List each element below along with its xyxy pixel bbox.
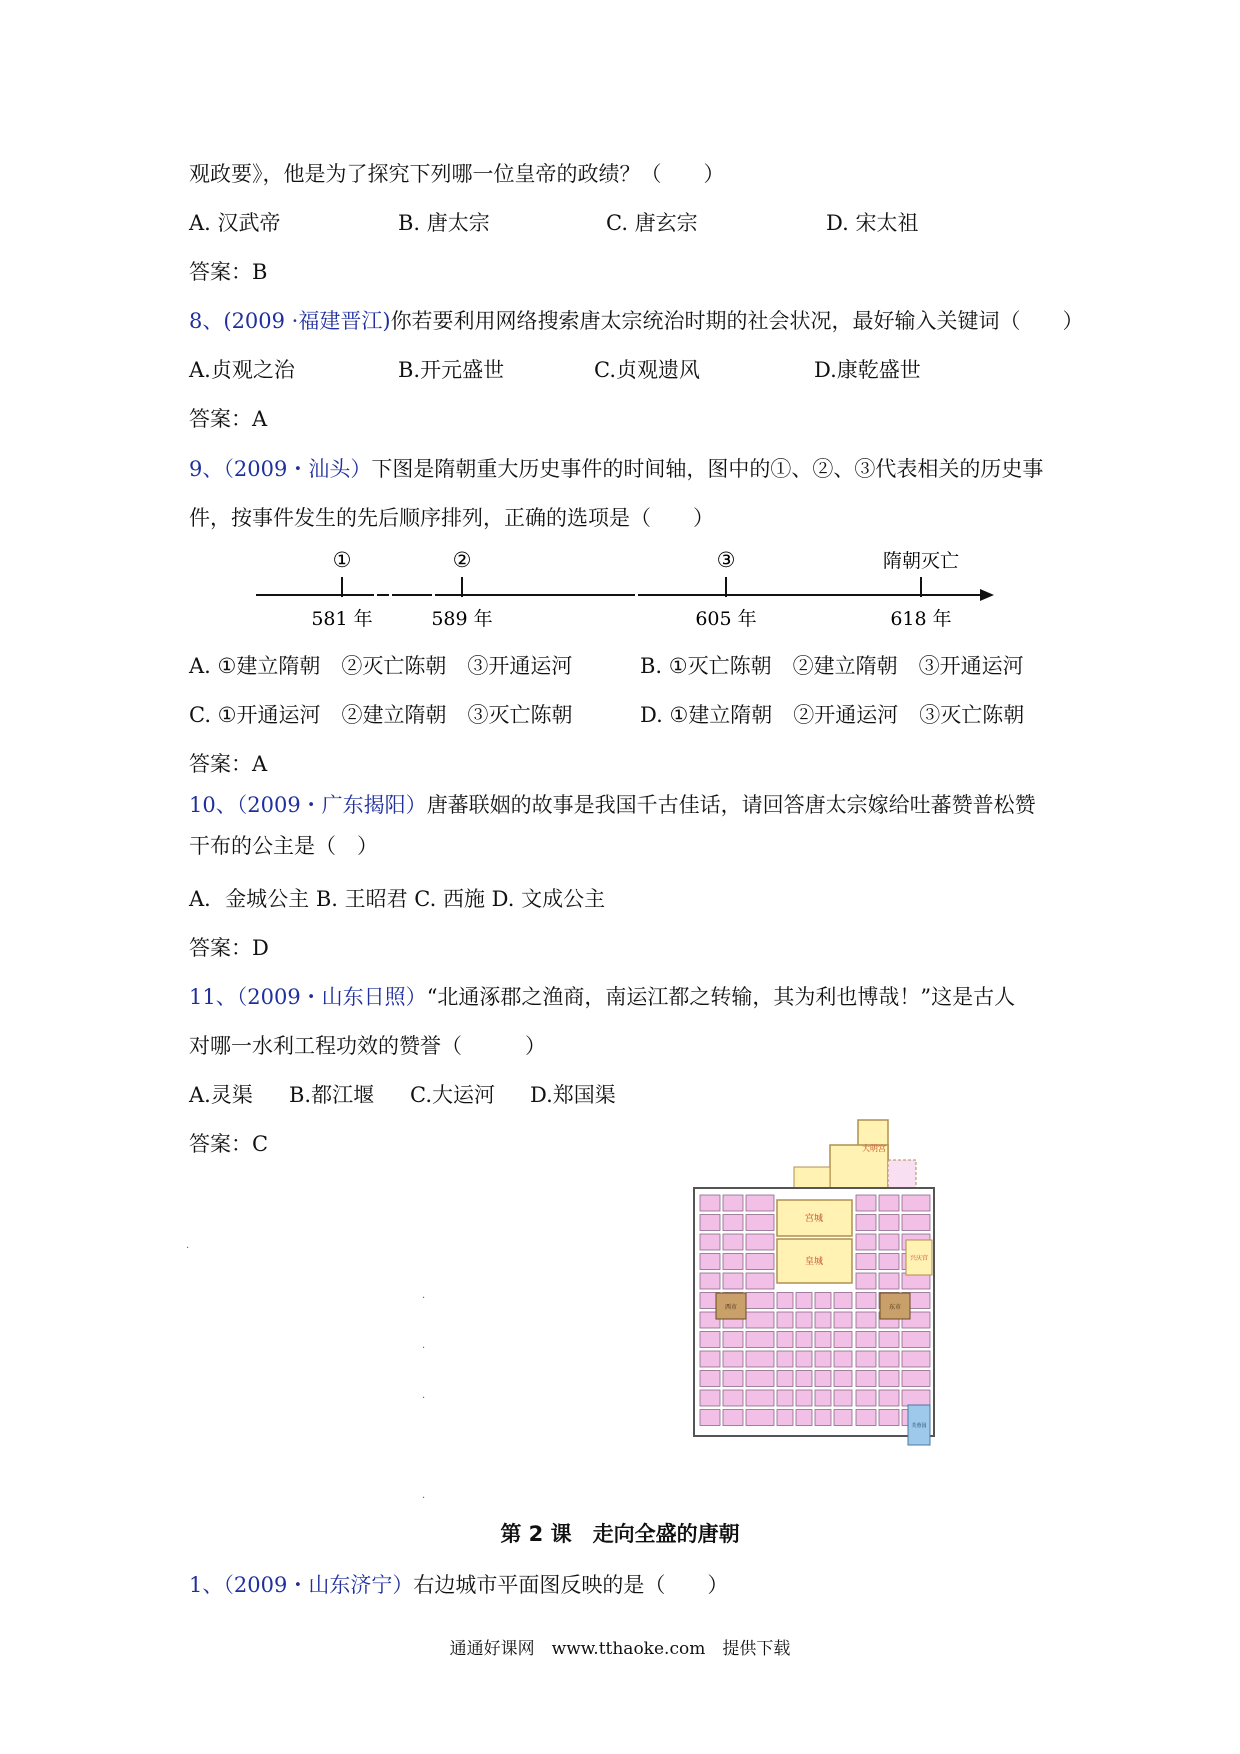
q8-option-c: C.贞观遗风 — [594, 358, 700, 382]
daming-palace-label: 大明宫 — [862, 1144, 886, 1153]
q11-text1: “北通涿郡之渔商，南运江都之转输，其为利也博哉！”这是古人 — [426, 985, 1016, 1009]
q11-option-d: D.郑国渠 — [530, 1083, 616, 1107]
city-ward — [746, 1293, 774, 1309]
city-ward — [796, 1332, 812, 1348]
q8-option-d: D.康乾盛世 — [814, 358, 921, 382]
city-ward — [777, 1351, 793, 1367]
city-ward — [700, 1332, 720, 1348]
city-ward — [746, 1312, 774, 1328]
q7-option-c: C. 唐玄宗 — [606, 211, 698, 235]
q7-stem-tail: 观政要》，他是为了探究下列哪一位皇帝的政绩？（ ） — [189, 162, 725, 186]
timeline-year-1: 581 年 — [311, 608, 373, 630]
city-ward — [834, 1293, 852, 1309]
q8-stem — [189, 307, 1084, 335]
city-ward — [815, 1293, 831, 1309]
city-ward — [902, 1371, 930, 1387]
page-footer: 通通好课网 www.tthaoke.com 提供下载 — [449, 1639, 791, 1659]
city-ward — [879, 1410, 899, 1426]
city-ward — [834, 1332, 852, 1348]
timeline-marker-2: ② — [452, 548, 472, 572]
q8-text: 你若要利用网络搜索唐太宗统治时期的社会状况，最好输入关键词（ ） — [390, 309, 1084, 333]
q11-answer: 答案：C — [189, 1132, 269, 1156]
q1-text: 右边城市平面图反映的是（ ） — [413, 1573, 729, 1597]
q8-option-a: A.贞观之治 — [189, 358, 295, 382]
q10-stem-line1 — [189, 791, 1036, 819]
city-ward — [700, 1195, 720, 1211]
city-ward — [700, 1390, 720, 1406]
city-ward — [700, 1234, 720, 1250]
city-ward — [856, 1254, 876, 1270]
west-market-label: 西市 — [724, 1304, 738, 1311]
city-ward — [796, 1351, 812, 1367]
timeline-marker-4: 隋朝灭亡 — [882, 550, 960, 572]
city-ward — [856, 1371, 876, 1387]
city-ward — [879, 1332, 899, 1348]
q11-option-c: C.大运河 — [410, 1083, 495, 1107]
city-ward — [777, 1371, 793, 1387]
city-ward — [834, 1351, 852, 1367]
stray-dot: . — [422, 1290, 426, 1301]
city-ward — [879, 1273, 899, 1289]
city-ward — [746, 1195, 774, 1211]
q9-option-c: C. ①开通运河 ②建立隋朝 ③灭亡陈朝 — [189, 703, 573, 727]
changan-city-map — [680, 1115, 970, 1475]
city-ward — [796, 1390, 812, 1406]
city-ward — [879, 1371, 899, 1387]
timeline-year-4: 618 年 — [890, 608, 952, 630]
city-ward — [834, 1410, 852, 1426]
city-ward — [777, 1390, 793, 1406]
q10-stem-line2: 干布的公主是（ ） — [189, 834, 378, 858]
city-ward — [815, 1371, 831, 1387]
city-ward — [777, 1293, 793, 1309]
city-ward — [902, 1390, 930, 1406]
city-ward — [723, 1410, 743, 1426]
timeline-year-3: 605 年 — [695, 608, 757, 630]
city-ward — [815, 1312, 831, 1328]
city-ward — [902, 1215, 930, 1231]
city-ward — [700, 1410, 720, 1426]
city-ward — [856, 1390, 876, 1406]
city-ward — [902, 1332, 930, 1348]
northeast-park — [888, 1160, 916, 1188]
city-ward — [746, 1351, 774, 1367]
q1-stem — [189, 1571, 728, 1599]
stray-dot: . — [422, 1340, 426, 1351]
q11-option-b: B.都江堰 — [289, 1083, 375, 1107]
city-ward — [834, 1390, 852, 1406]
city-ward — [700, 1254, 720, 1270]
city-ward — [723, 1371, 743, 1387]
q8-option-b: B.开元盛世 — [398, 358, 505, 382]
q8-answer: 答案：A — [189, 407, 268, 431]
city-ward — [746, 1410, 774, 1426]
city-ward — [777, 1332, 793, 1348]
timeline-marker-1: ① — [332, 548, 352, 572]
city-ward — [856, 1273, 876, 1289]
city-ward — [746, 1371, 774, 1387]
city-ward — [746, 1234, 774, 1250]
q9-source: （2009・汕头） — [223, 457, 372, 481]
q7-option-d: D. 宋太祖 — [826, 211, 919, 235]
city-ward — [746, 1273, 774, 1289]
q10-answer: 答案：D — [189, 936, 269, 960]
city-ward — [700, 1351, 720, 1367]
city-ward — [796, 1293, 812, 1309]
city-ward — [815, 1351, 831, 1367]
city-ward — [856, 1195, 876, 1211]
city-ward — [879, 1390, 899, 1406]
city-ward — [723, 1254, 743, 1270]
q11-source: （2009・山东日照） — [236, 985, 427, 1009]
city-ward — [856, 1410, 876, 1426]
city-ward — [796, 1312, 812, 1328]
q1-number: 1、 — [189, 1573, 224, 1597]
q11-option-a: A.灵渠 — [189, 1083, 253, 1107]
q9-number: 9、 — [189, 457, 224, 481]
city-ward — [879, 1234, 899, 1250]
city-ward — [777, 1410, 793, 1426]
q8-source: (2009 ·福建晋江) — [223, 309, 391, 333]
city-ward — [723, 1215, 743, 1231]
city-ward — [815, 1410, 831, 1426]
city-ward — [746, 1215, 774, 1231]
q9-text1: 下图是隋朝重大历史事件的时间轴，图中的①、②、③代表相关的历史事 — [371, 457, 1044, 481]
city-ward — [700, 1273, 720, 1289]
stray-dot: . — [186, 1240, 190, 1251]
city-ward — [746, 1332, 774, 1348]
city-ward — [834, 1312, 852, 1328]
city-ward — [856, 1234, 876, 1250]
east-market-label: 东市 — [888, 1304, 902, 1311]
q10-source: （2009・广东揭阳） — [236, 793, 427, 817]
q11-stem-line2: 对哪一水利工程功效的赞誉（ ） — [189, 1034, 546, 1058]
city-ward — [879, 1254, 899, 1270]
city-ward — [879, 1351, 899, 1367]
city-ward — [746, 1390, 774, 1406]
city-ward — [879, 1195, 899, 1211]
q1-source: （2009・山东济宁） — [223, 1573, 414, 1597]
imperial-city-label: 皇城 — [804, 1257, 824, 1267]
city-ward — [700, 1215, 720, 1231]
city-ward — [856, 1312, 876, 1328]
q9-stem-line1 — [189, 455, 1043, 483]
q9-timeline — [250, 545, 1000, 635]
q10-options: A．金城公主 B. 王昭君 C. 西施 D. 文成公主 — [189, 887, 606, 911]
city-ward — [902, 1351, 930, 1367]
q9-option-b: B. ①灭亡陈朝 ②建立隋朝 ③开通运河 — [640, 654, 1024, 678]
q9-stem-line2: 件，按事件发生的先后顺序排列，正确的选项是（ ） — [189, 506, 714, 530]
city-ward — [723, 1351, 743, 1367]
q8-number: 8、 — [189, 309, 224, 333]
timeline-marker-3: ③ — [716, 548, 736, 572]
city-ward — [723, 1234, 743, 1250]
city-ward — [815, 1390, 831, 1406]
palace-city-label: 宫城 — [804, 1214, 824, 1224]
city-ward — [777, 1312, 793, 1328]
city-ward — [723, 1390, 743, 1406]
city-ward — [879, 1215, 899, 1231]
lesson-title: 第 2 课 走向全盛的唐朝 — [500, 1522, 740, 1546]
q7-option-b: B. 唐太宗 — [398, 211, 490, 235]
q9-option-a: A. ①建立隋朝 ②灭亡陈朝 ③开通运河 — [189, 654, 573, 678]
city-ward — [856, 1351, 876, 1367]
city-ward — [700, 1371, 720, 1387]
city-ward — [856, 1293, 876, 1309]
xingqing-palace-label: 兴庆宫 — [909, 1255, 929, 1262]
city-ward — [834, 1371, 852, 1387]
city-ward — [723, 1273, 743, 1289]
q11-stem-line1 — [189, 983, 1015, 1011]
city-ward — [796, 1371, 812, 1387]
city-ward — [856, 1332, 876, 1348]
city-ward — [815, 1332, 831, 1348]
stray-dot: . — [422, 1390, 426, 1401]
q7-option-a: A. 汉武帝 — [189, 211, 281, 235]
q10-number: 10、 — [189, 793, 237, 817]
q7-answer: 答案：B — [189, 260, 268, 284]
city-ward — [746, 1254, 774, 1270]
timeline-arrow — [980, 589, 994, 601]
city-ward — [723, 1195, 743, 1211]
stray-dot: . — [422, 1490, 426, 1501]
timeline-year-2: 589 年 — [431, 608, 493, 630]
city-ward — [723, 1332, 743, 1348]
furong-garden-label: 芙蓉园 — [911, 1423, 927, 1429]
q11-number: 11、 — [189, 985, 237, 1009]
city-ward — [902, 1195, 930, 1211]
xuanwu-gate-area — [794, 1167, 830, 1188]
q10-text1: 唐蕃联姻的故事是我国千古佳话，请回答唐太宗嫁给吐蕃赞普松赞 — [426, 793, 1036, 817]
city-ward — [796, 1410, 812, 1426]
q9-answer: 答案：A — [189, 752, 268, 776]
q9-option-d: D. ①建立隋朝 ②开通运河 ③灭亡陈朝 — [640, 703, 1025, 727]
city-ward — [856, 1215, 876, 1231]
